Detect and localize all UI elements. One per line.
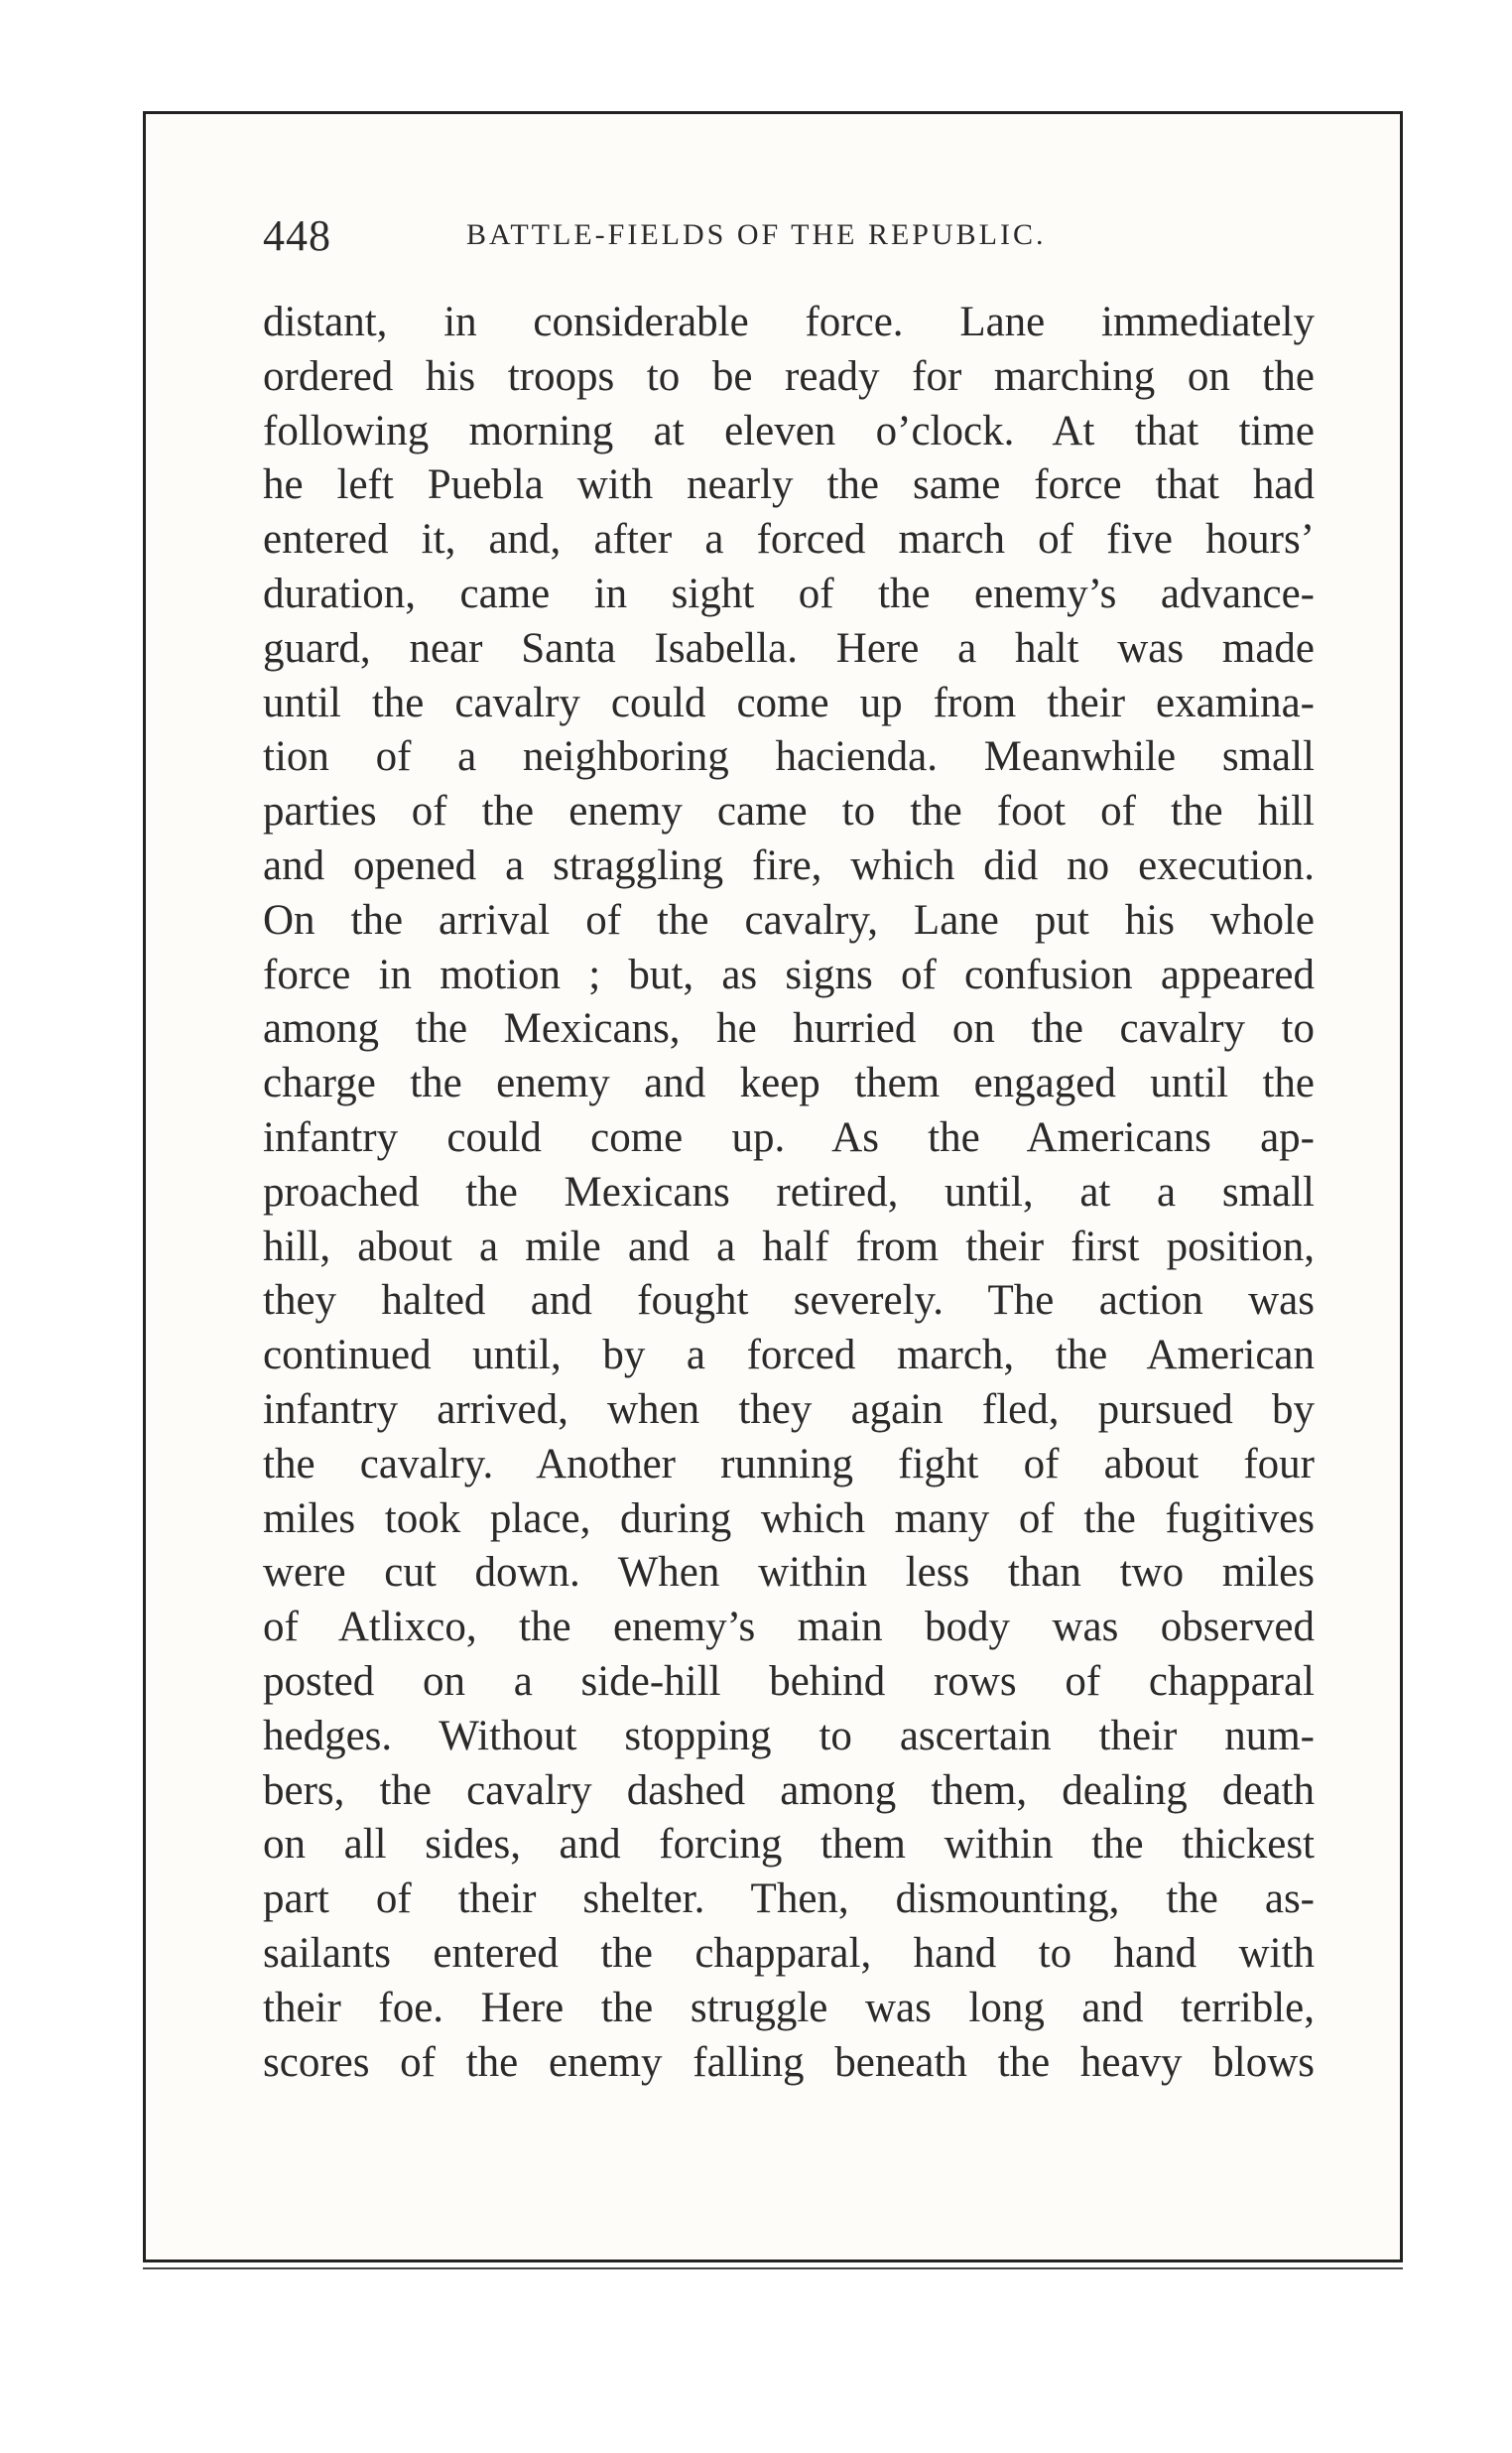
text-line: charge the enemy and keep them engaged until the: [263, 1060, 1315, 1107]
text-line: infantry arrived, when they again fled, pursued by: [263, 1385, 1315, 1433]
text-line: scores of the enemy falling beneath the heavy blows: [263, 2038, 1315, 2086]
text-line: hedges. Without stopping to ascertain their num-: [263, 1712, 1315, 1759]
text-line: infantry could come up. As the Americans ap-: [263, 1113, 1315, 1161]
text-line: On the arrival of the cavalry, Lane put his whole: [263, 896, 1315, 944]
text-line: guard, near Santa Isabella. Here a halt was made: [263, 624, 1315, 672]
text-line: sailants entered the chapparal, hand to hand with: [263, 1929, 1315, 1977]
text-line: among the Mexicans, he hurried on the cavalry to: [263, 1005, 1315, 1053]
text-line: continued until, by a forced march, the American: [263, 1332, 1315, 1379]
text-line: hill, about a mile and a half from their first position,: [263, 1223, 1315, 1270]
text-line: and opened a straggling fire, which did no execution.: [263, 841, 1315, 889]
page-number: 448: [263, 211, 331, 260]
text-line: of Atlixco, the enemy’s main body was observed: [263, 1604, 1315, 1651]
page-header: [263, 210, 1315, 270]
text-line: distant, in considerable force. Lane immediately: [263, 299, 1315, 345]
text-line: bers, the cavalry dashed among them, dealing death: [263, 1766, 1315, 1814]
text-line: he left Puebla with nearly the same force that had: [263, 461, 1315, 509]
text-line: they halted and fought severely. The action was: [263, 1277, 1315, 1325]
text-line: were cut down. When within less than two miles: [263, 1549, 1315, 1597]
text-line: proached the Mexicans retired, until, at a small: [263, 1168, 1315, 1216]
text-line: posted on a side-hill behind rows of chapparal: [263, 1657, 1315, 1705]
text-line: their foe. Here the struggle was long and terrible,: [263, 1984, 1315, 2031]
text-line: miles took place, during which many of the fugitives: [263, 1494, 1315, 1542]
text-line: part of their shelter. Then, dismounting, the as-: [263, 1875, 1315, 1923]
text-line: duration, came in sight of the enemy’s advance-: [263, 570, 1315, 617]
body-text: [263, 296, 1315, 2090]
text-line: until the cavalry could come up from their examina-: [263, 679, 1315, 726]
running-title: BATTLE-FIELDS OF THE REPUBLIC.: [466, 218, 1047, 251]
text-line: force in motion ; but, as signs of confusion appeared: [263, 951, 1315, 998]
text-line: parties of the enemy came to the foot of the hill: [263, 788, 1315, 836]
text-line: following morning at eleven o’clock. At that time: [263, 407, 1315, 454]
text-line: entered it, and, after a forced march of five hours’: [263, 516, 1315, 564]
text-line: ordered his troops to be ready for marching on the: [263, 352, 1315, 400]
text-line: the cavalry. Another running fight of about four: [263, 1440, 1315, 1487]
text-line: tion of a neighboring hacienda. Meanwhile small: [263, 733, 1315, 781]
frame-bottom-rule: [143, 2267, 1403, 2269]
text-line: on all sides, and forcing them within the thickest: [263, 1821, 1315, 1869]
